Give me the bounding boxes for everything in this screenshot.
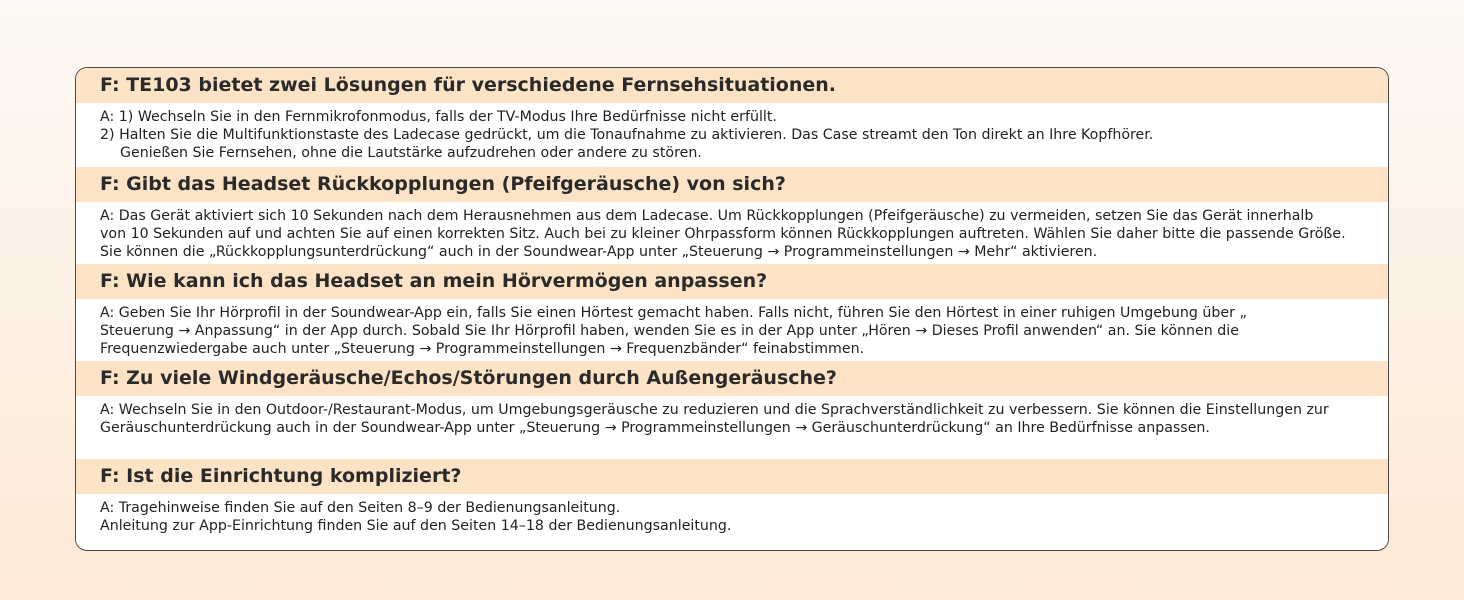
answer-line: Frequenzwiedergabe auch unter „Steuerung → Programmeinstellungen → Frequenzbänder“ feinabstimmen.: [100, 341, 865, 357]
faq-question-3: F: Wie kann ich das Headset an mein Hörvermögen anpassen?: [76, 264, 1388, 299]
faq-question-2: F: Gibt das Headset Rückkopplungen (Pfeifgeräusche) von sich?: [76, 167, 1388, 202]
faq-panel: [75, 67, 1389, 551]
faq-answer-3: [76, 299, 1388, 361]
answer-line: A: Geben Sie Ihr Hörprofil in der Soundwear-App ein, falls Sie einen Hörtest gemacht haben. Falls nicht, führen Sie den Hörtest in einer ruhigen Umgebung über „: [100, 305, 1247, 321]
answer-line: Geräuschunterdrückung auch in der Soundwear-App unter „Steuerung → Programmeinstellungen → Geräuschunterdrückung“ an Ihre Bedürfnisse anpassen.: [100, 420, 1210, 436]
answer-line: Genießen Sie Fernsehen, ohne die Lautstärke aufzudrehen oder andere zu stören.: [120, 145, 702, 161]
faq-answer-4: [76, 396, 1388, 459]
answer-line: von 10 Sekunden auf und achten Sie auf einen korrekten Sitz. Auch bei zu kleiner Ohrpassform können Rückkopplungen auftreten. Wählen Sie daher bitte die passende Größe.: [100, 226, 1346, 242]
answer-line: A: Tragehinweise finden Sie auf den Seiten 8–9 der Bedienungsanleitung.: [100, 500, 621, 516]
faq-answer-1: [76, 103, 1388, 167]
answer-line: A: 1) Wechseln Sie in den Fernmikrofonmodus, falls der TV-Modus Ihre Bedürfnisse nicht erfüllt.: [100, 109, 777, 125]
answer-line: 2) Halten Sie die Multifunktionstaste des Ladecase gedrückt, um die Tonaufnahme zu aktivieren. Das Case streamt den Ton direkt an Ihre Kopfhörer.: [100, 127, 1154, 143]
faq-question-4: F: Zu viele Windgeräusche/Echos/Störungen durch Außengeräusche?: [76, 361, 1388, 396]
answer-line: Sie können die „Rückkopplungsunterdrückung“ auch in der Soundwear-App unter „Steuerung → Programmeinstellungen → Mehr“ aktivieren.: [100, 244, 1098, 260]
answer-line: Steuerung → Anpassung“ in der App durch. Sobald Sie Ihr Hörprofil haben, wenden Sie es in der App unter „Hören → Dieses Profil anwenden“ an. Sie können die: [100, 323, 1239, 339]
faq-question-1: F: TE103 bietet zwei Lösungen für verschiedene Fernsehsituationen.: [76, 68, 1388, 103]
faq-answer-5: [76, 494, 1388, 548]
faq-answer-2: [76, 202, 1388, 264]
answer-line: A: Das Gerät aktiviert sich 10 Sekunden nach dem Herausnehmen aus dem Ladecase. Um Rückkopplungen (Pfeifgeräusche) zu vermeiden, setzen Sie das Gerät innerhalb: [100, 208, 1314, 224]
faq-question-5: F: Ist die Einrichtung kompliziert?: [76, 459, 1388, 494]
answer-line: A: Wechseln Sie in den Outdoor-/Restaurant-Modus, um Umgebungsgeräusche zu reduzieren und die Sprachverständlichkeit zu verbessern. Sie können die Einstellungen zur: [100, 402, 1329, 418]
answer-line: Anleitung zur App-Einrichtung finden Sie auf den Seiten 14–18 der Bedienungsanleitung.: [100, 518, 732, 534]
